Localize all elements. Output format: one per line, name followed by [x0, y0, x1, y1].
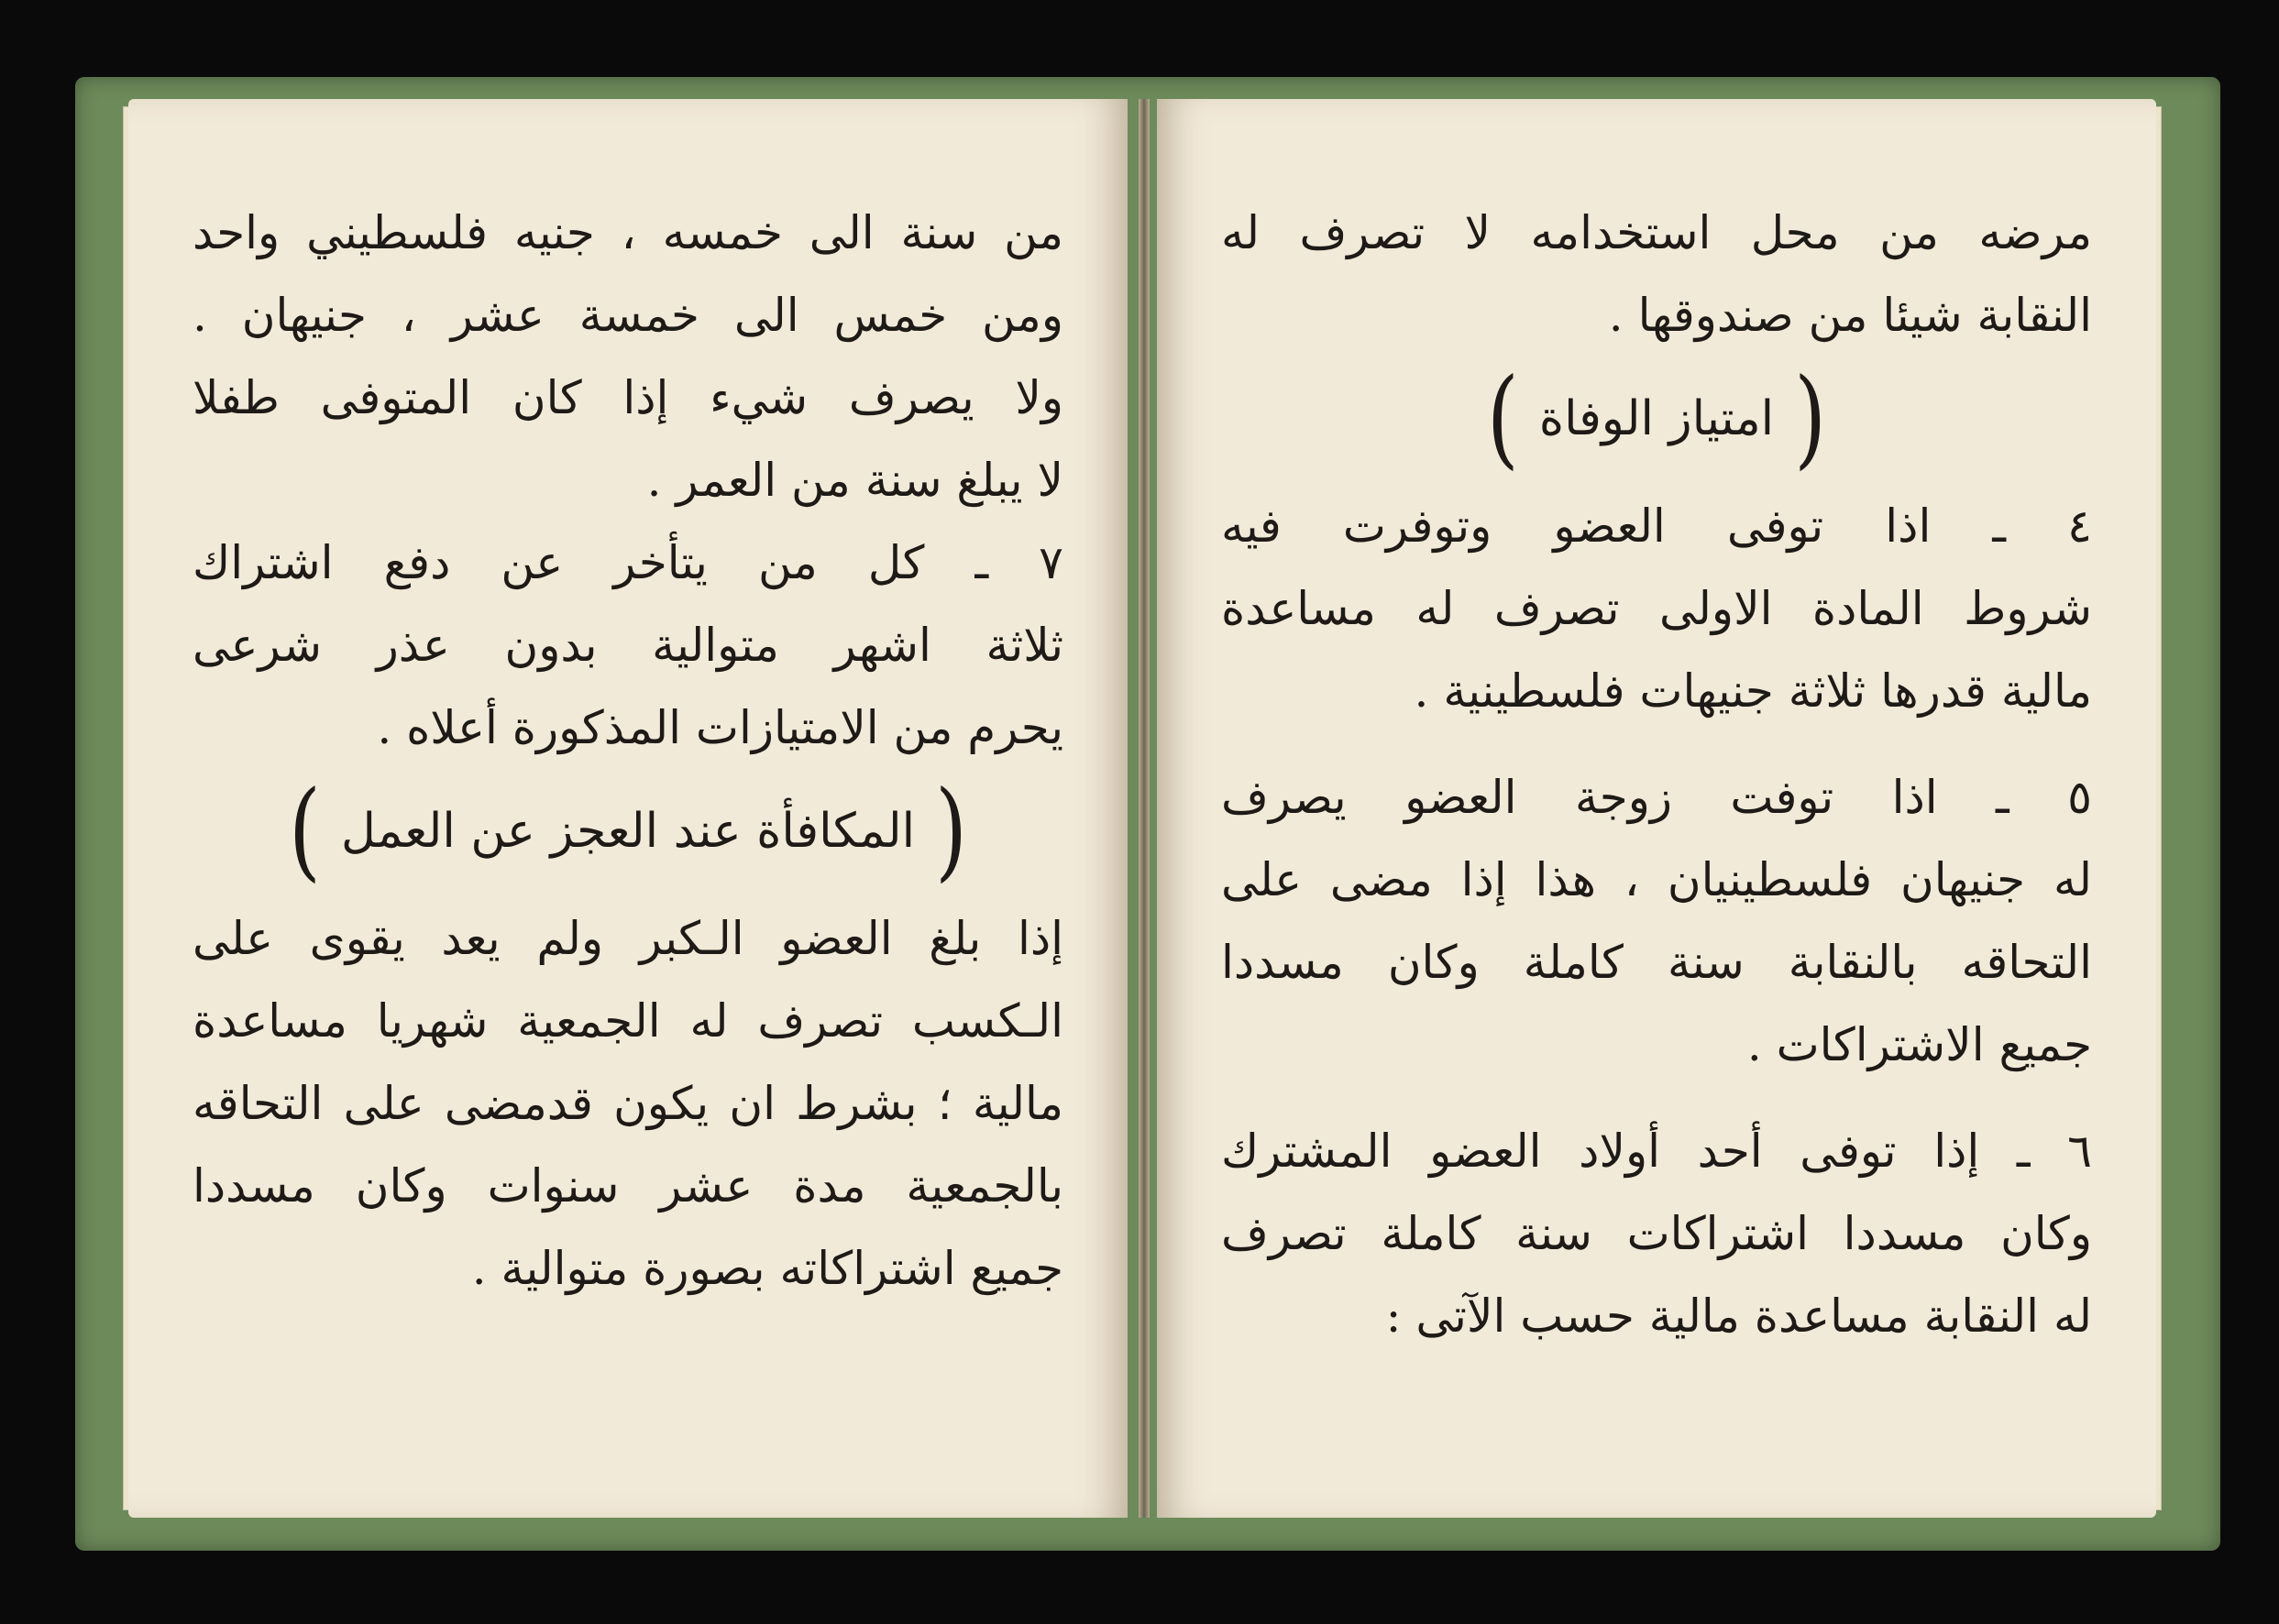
ornamental-bracket-left: ) [1486, 355, 1519, 481]
text-line: مرضه من محل استخدامه لا تصرف له [1221, 206, 2092, 259]
disability-paragraph [193, 905, 1063, 1301]
book-spine-gutter [1139, 99, 1150, 1518]
text-line: إذا بلغ العضو الـكبر ولم يعد يقوى على [193, 912, 1063, 965]
heading-text: المكافأة عند العجز عن العمل [340, 803, 916, 859]
ornamental-bracket-right: ( [935, 767, 968, 894]
article-5 [1221, 764, 2092, 1078]
text-line: بالجمعية مدة عشر سنوات وكان مسددا [193, 1159, 1063, 1213]
text-line: النقابة شيئا من صندوقها . [1608, 289, 2092, 342]
right-page [1157, 99, 2156, 1518]
section-heading-death-benefit [1221, 355, 2092, 481]
text-line: ٥ ـ اذا توفت زوجة العضو يصرف [1221, 771, 2092, 824]
text-line: يحرم من الامتيازات المذكورة أعلاه . [377, 701, 1063, 754]
text-line: جميع اشتراكاته بصورة متوالية . [471, 1242, 1063, 1295]
open-booklet [119, 99, 2165, 1518]
text-line: له جنيهان فلسطينيان ، هذا إذا مضى على [1221, 853, 2092, 906]
left-page [128, 99, 1128, 1518]
left-continuation-paragraph [193, 200, 1063, 513]
text-line: له النقابة مساعدة مالية حسب الآتى : [1385, 1289, 2092, 1343]
text-line: ٦ ـ إذا توفى أحد أولاد العضو المشترك [1221, 1125, 2092, 1178]
text-line: جميع الاشتراكات . [1746, 1018, 2092, 1071]
text-line: الـكسب تصرف له الجمعية شهريا مساعدة [193, 994, 1063, 1048]
text-line: لا يبلغ سنة من العمر . [646, 454, 1063, 507]
text-line: مالية ؛ بشرط ان يكون قدمضى على التحاقه [193, 1077, 1063, 1130]
text-line: وكان مسددا اشتراكات سنة كاملة تصرف [1221, 1207, 2092, 1260]
section-heading-disability [193, 767, 1063, 894]
ornamental-bracket-right: ( [1794, 355, 1827, 481]
heading-text: امتياز الوفاة [1538, 390, 1775, 446]
article-4 [1221, 493, 2092, 724]
text-line: ثلاثة اشهر متوالية بدون عذر شرعى [193, 619, 1063, 672]
ornamental-bracket-left: ) [288, 767, 321, 894]
text-line: التحاقه بالنقابة سنة كاملة وكان مسددا [1221, 936, 2092, 989]
article-7 [193, 530, 1063, 761]
article-6 [1221, 1118, 2092, 1349]
text-line: ومن خمس الى خمسة عشر ، جنيهان . [193, 289, 1063, 342]
text-line: مالية قدرها ثلاثة جنيهات فلسطينية . [1414, 664, 2092, 718]
text-line: شروط المادة الاولى تصرف له مساعدة [1221, 582, 2092, 635]
text-line: ولا يصرف شيء إذا كان المتوفى طفلا [193, 371, 1063, 424]
text-line: من سنة الى خمسه ، جنيه فلسطيني واحد [193, 206, 1063, 259]
right-continuation-paragraph [1221, 200, 2092, 348]
text-line: ٧ ـ كل من يتأخر عن دفع اشتراك [193, 536, 1063, 589]
text-line: ٤ ـ اذا توفى العضو وتوفرت فيه [1221, 499, 2092, 553]
